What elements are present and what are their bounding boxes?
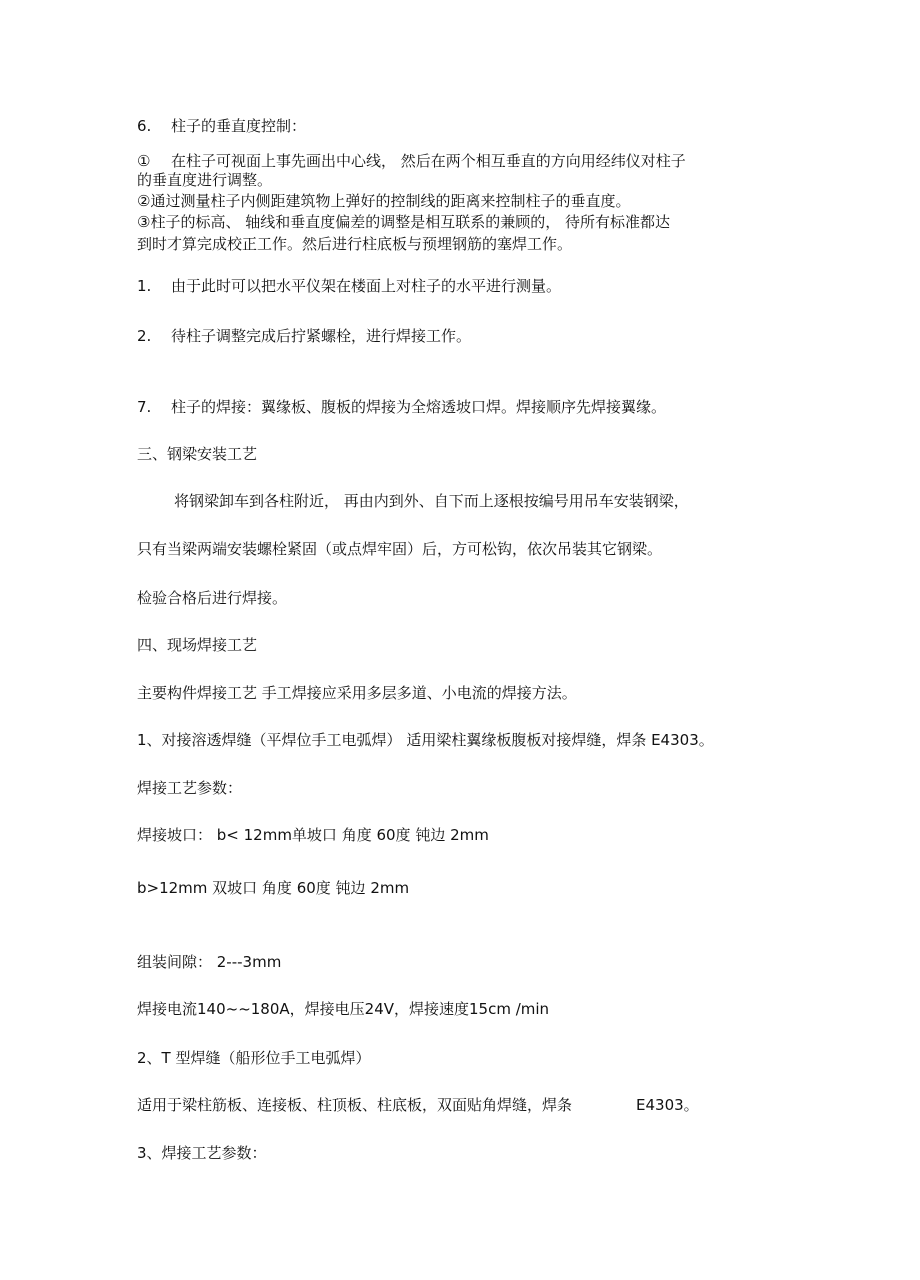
point-number: 2. (137, 327, 152, 345)
beam-paragraph-1: 将钢梁卸车到各柱附近， 再由内到外、自下而上逐根按编号用吊车安装钢梁， (174, 492, 689, 510)
welding-main: 主要构件焊接工艺 手工焊接应采用多层多道、小电流的焊接方法。 (137, 684, 577, 702)
electrode-code: E4303。 (636, 1096, 699, 1114)
welding-item-2-description (137, 1096, 699, 1114)
welding-item-2: 2、T 型焊缝（船形位手工电弧焊） (137, 1049, 371, 1067)
section-6-heading (137, 117, 306, 135)
section-title: 柱子的垂直度控制： (171, 117, 307, 135)
paragraph-text: 适用于梁柱筋板、连接板、柱顶板、柱底板，双面贴角焊缝，焊条 (137, 1096, 573, 1114)
assembly-gap: 组装间隙： 2---3mm (137, 953, 282, 971)
welding-item-3: 3、焊接工艺参数： (137, 1144, 267, 1162)
groove-spec-2: b>12mm 双坡口 角度 60度 钝边 2mm (137, 879, 410, 897)
welding-params-title: 焊接工艺参数： (137, 779, 243, 797)
heading-beam-installation: 三、钢梁安装工艺 (137, 445, 258, 463)
section-7 (137, 398, 666, 416)
point-1 (137, 277, 561, 295)
beam-paragraph-2: 只有当梁两端安装螺栓紧固（或点焊牢固）后，方可松钩，依次吊装其它钢梁。 (137, 540, 663, 558)
section-number: 6. (137, 117, 152, 135)
welding-item-1: 1、对接溶透焊缝（平焊位手工电弧焊） 适用梁柱翼缘板腹板对接焊缝，焊条 E4303。 (137, 731, 714, 749)
paragraph-text: 由于此时可以把水平仪架在楼面上对柱子的水平进行测量。 (171, 277, 562, 295)
control-item-3-line-2: 到时才算完成校正工作。然后进行柱底板与预埋钢筋的塞焊工作。 (137, 235, 573, 253)
section-number: 7. (137, 398, 152, 416)
control-item-1-line-2: 的垂直度进行调整。 (137, 171, 273, 189)
beam-paragraph-3: 检验合格后进行焊接。 (137, 589, 288, 607)
control-item-2: ②通过测量柱子内侧距建筑物上弹好的控制线的距离来控制柱子的垂直度。 (137, 192, 631, 210)
point-number: 1. (137, 277, 152, 295)
paragraph-text: 在柱子可视面上事先画出中心线， 然后在两个相互垂直的方向用经纬仪对柱子 (171, 152, 686, 170)
paragraph-text: 柱子的焊接：翼缘板、腹板的焊接为全熔透坡口焊。焊接顺序先焊接翼缘。 (171, 398, 667, 416)
control-item-1-line-1 (137, 152, 686, 170)
welding-current: 焊接电流140~~180A，焊接电压24V，焊接速度15cm /min (137, 1000, 550, 1018)
groove-spec-1: 焊接坡口： b< 12mm单坡口 角度 60度 钝边 2mm (137, 826, 489, 844)
circled-number: ① (137, 152, 151, 170)
paragraph-text: 待柱子调整完成后拧紧螺栓，进行焊接工作。 (171, 327, 472, 345)
point-2 (137, 327, 471, 345)
control-item-3-line-1: ③柱子的标高、 轴线和垂直度偏差的调整是相互联系的兼顾的， 待所有标准都达 (137, 213, 670, 231)
heading-site-welding: 四、现场焊接工艺 (137, 636, 258, 654)
